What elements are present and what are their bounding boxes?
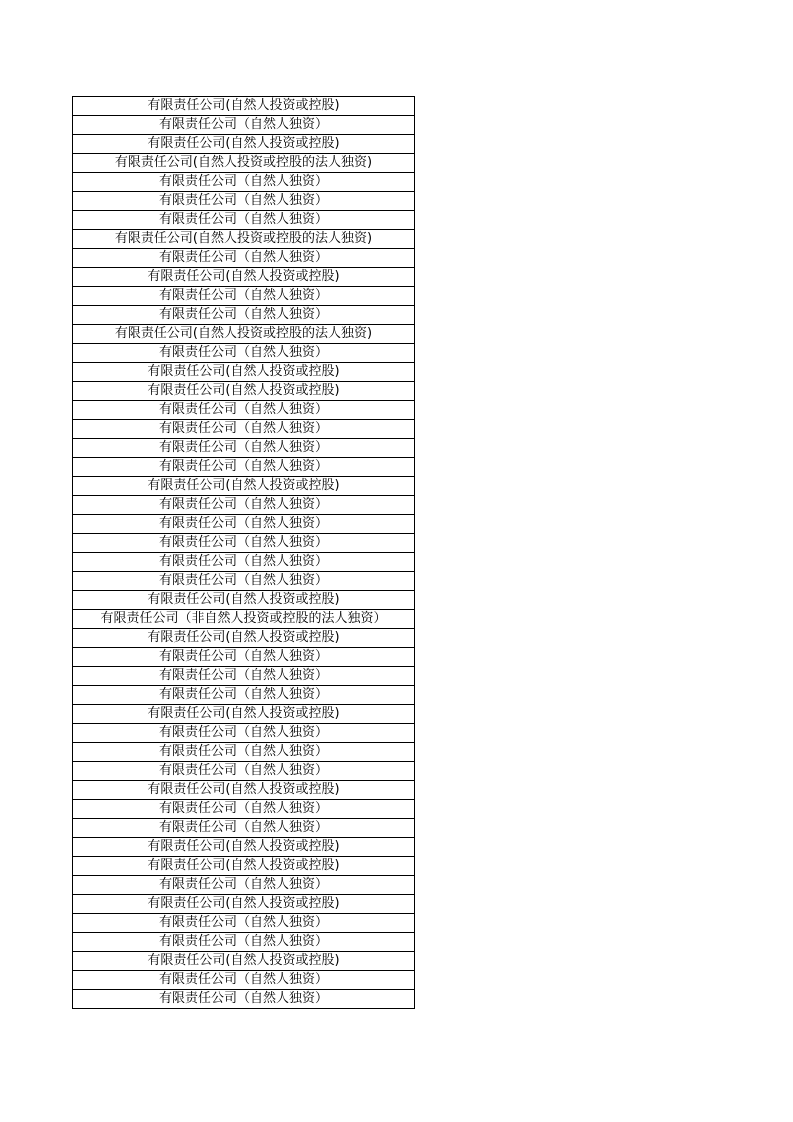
- table-row: [73, 990, 415, 1009]
- table-row: [73, 591, 415, 610]
- table-row: [73, 496, 415, 515]
- company-type-cell[interactable]: 有限责任公司（自然人独资）: [73, 971, 415, 990]
- table-row: [73, 154, 415, 173]
- company-type-cell[interactable]: 有限责任公司（自然人独资）: [73, 496, 415, 515]
- company-type-cell[interactable]: 有限责任公司(自然人投资或控股): [73, 477, 415, 496]
- company-type-cell[interactable]: 有限责任公司（自然人独资）: [73, 420, 415, 439]
- company-type-cell[interactable]: 有限责任公司（自然人独资）: [73, 116, 415, 135]
- table-row: [73, 686, 415, 705]
- company-type-cell[interactable]: 有限责任公司（自然人独资）: [73, 724, 415, 743]
- table-row: [73, 363, 415, 382]
- company-type-cell[interactable]: 有限责任公司（自然人独资）: [73, 667, 415, 686]
- table-row: [73, 819, 415, 838]
- table-row: [73, 135, 415, 154]
- company-type-cell[interactable]: 有限责任公司（非自然人投资或控股的法人独资）: [73, 610, 415, 629]
- table-row: [73, 914, 415, 933]
- company-type-cell[interactable]: 有限责任公司（自然人独资）: [73, 553, 415, 572]
- table-row: [73, 344, 415, 363]
- company-type-cell[interactable]: 有限责任公司(自然人投资或控股): [73, 895, 415, 914]
- company-type-cell[interactable]: 有限责任公司(自然人投资或控股): [73, 363, 415, 382]
- table-row: [73, 800, 415, 819]
- company-type-cell[interactable]: 有限责任公司(自然人投资或控股): [73, 952, 415, 971]
- company-type-cell[interactable]: 有限责任公司（自然人独资）: [73, 876, 415, 895]
- table-row: [73, 857, 415, 876]
- table-row: [73, 97, 415, 116]
- company-type-cell[interactable]: 有限责任公司（自然人独资）: [73, 914, 415, 933]
- company-type-cell[interactable]: 有限责任公司（自然人独资）: [73, 648, 415, 667]
- table-row: [73, 230, 415, 249]
- company-type-cell[interactable]: 有限责任公司(自然人投资或控股): [73, 838, 415, 857]
- company-type-cell[interactable]: 有限责任公司（自然人独资）: [73, 401, 415, 420]
- company-type-cell[interactable]: 有限责任公司(自然人投资或控股): [73, 97, 415, 116]
- table-row: [73, 268, 415, 287]
- company-type-cell[interactable]: 有限责任公司（自然人独资）: [73, 686, 415, 705]
- company-type-cell[interactable]: 有限责任公司（自然人独资）: [73, 458, 415, 477]
- company-type-cell[interactable]: 有限责任公司（自然人独资）: [73, 743, 415, 762]
- table-row: [73, 762, 415, 781]
- table-row: [73, 534, 415, 553]
- table-row: [73, 648, 415, 667]
- company-type-cell[interactable]: 有限责任公司（自然人独资）: [73, 933, 415, 952]
- table-row: [73, 572, 415, 591]
- company-type-cell[interactable]: 有限责任公司(自然人投资或控股的法人独资): [73, 154, 415, 173]
- table-row: [73, 705, 415, 724]
- company-type-cell[interactable]: 有限责任公司（自然人独资）: [73, 173, 415, 192]
- company-type-cell[interactable]: 有限责任公司（自然人独资）: [73, 287, 415, 306]
- table-body: [73, 97, 415, 1009]
- table-row: [73, 477, 415, 496]
- company-type-cell[interactable]: 有限责任公司（自然人独资）: [73, 990, 415, 1009]
- company-type-cell[interactable]: 有限责任公司（自然人独资）: [73, 819, 415, 838]
- table-row: [73, 287, 415, 306]
- company-type-cell[interactable]: 有限责任公司(自然人投资或控股的法人独资): [73, 325, 415, 344]
- table-row: [73, 553, 415, 572]
- table-row: [73, 211, 415, 230]
- table-row: [73, 249, 415, 268]
- company-type-cell[interactable]: 有限责任公司(自然人投资或控股): [73, 629, 415, 648]
- company-type-cell[interactable]: 有限责任公司(自然人投资或控股): [73, 781, 415, 800]
- company-type-cell[interactable]: 有限责任公司(自然人投资或控股): [73, 705, 415, 724]
- table-row: [73, 382, 415, 401]
- table-row: [73, 952, 415, 971]
- company-type-cell[interactable]: 有限责任公司(自然人投资或控股): [73, 382, 415, 401]
- table-row: [73, 933, 415, 952]
- company-type-cell[interactable]: 有限责任公司（自然人独资）: [73, 515, 415, 534]
- table-row: [73, 895, 415, 914]
- company-type-cell[interactable]: 有限责任公司（自然人独资）: [73, 534, 415, 553]
- table-row: [73, 439, 415, 458]
- table-row: [73, 743, 415, 762]
- table-row: [73, 420, 415, 439]
- table-row: [73, 306, 415, 325]
- table-row: [73, 610, 415, 629]
- company-type-cell[interactable]: 有限责任公司（自然人独资）: [73, 211, 415, 230]
- company-type-cell[interactable]: 有限责任公司(自然人投资或控股): [73, 857, 415, 876]
- company-type-cell[interactable]: 有限责任公司（自然人独资）: [73, 249, 415, 268]
- table-row: [73, 781, 415, 800]
- company-type-cell[interactable]: 有限责任公司（自然人独资）: [73, 344, 415, 363]
- table-row: [73, 325, 415, 344]
- table-row: [73, 629, 415, 648]
- company-type-cell[interactable]: 有限责任公司（自然人独资）: [73, 192, 415, 211]
- company-type-table: [72, 96, 415, 1009]
- table-row: [73, 173, 415, 192]
- table-row: [73, 458, 415, 477]
- company-type-cell[interactable]: 有限责任公司(自然人投资或控股的法人独资): [73, 230, 415, 249]
- table-row: [73, 876, 415, 895]
- table-row: [73, 116, 415, 135]
- company-type-cell[interactable]: 有限责任公司(自然人投资或控股): [73, 135, 415, 154]
- table-row: [73, 192, 415, 211]
- table-row: [73, 724, 415, 743]
- table-row: [73, 401, 415, 420]
- company-type-cell[interactable]: 有限责任公司（自然人独资）: [73, 800, 415, 819]
- company-type-cell[interactable]: 有限责任公司（自然人独资）: [73, 572, 415, 591]
- company-type-cell[interactable]: 有限责任公司(自然人投资或控股): [73, 591, 415, 610]
- table-row: [73, 971, 415, 990]
- table-row: [73, 667, 415, 686]
- company-type-cell[interactable]: 有限责任公司（自然人独资）: [73, 306, 415, 325]
- table-row: [73, 515, 415, 534]
- company-type-cell[interactable]: 有限责任公司（自然人独资）: [73, 439, 415, 458]
- company-type-cell[interactable]: 有限责任公司(自然人投资或控股): [73, 268, 415, 287]
- company-type-cell[interactable]: 有限责任公司（自然人独资）: [73, 762, 415, 781]
- table-row: [73, 838, 415, 857]
